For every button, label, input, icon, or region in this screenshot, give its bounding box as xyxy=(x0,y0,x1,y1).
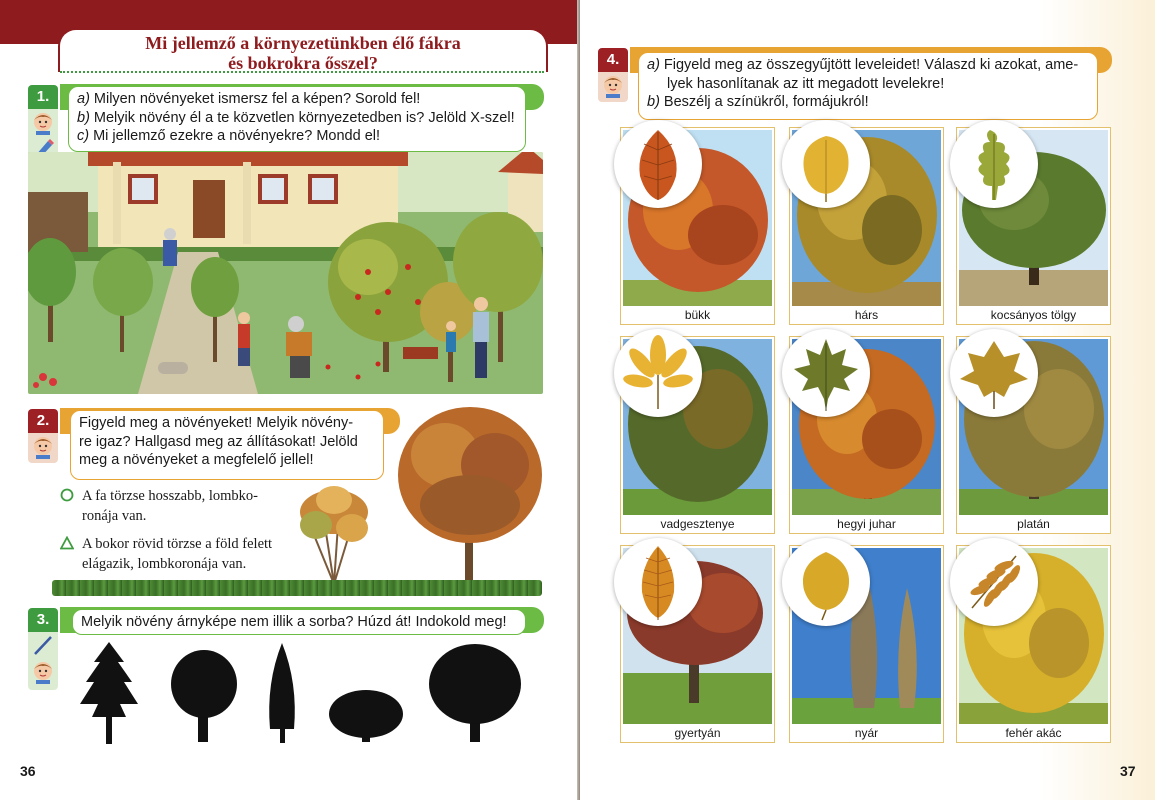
right-page xyxy=(580,0,1155,800)
task-2-line-3: meg a növényeket a megfelelő jellel! xyxy=(79,452,314,468)
line-text: Beszélj a színükről, formájukról! xyxy=(663,94,869,110)
hedge-strip xyxy=(52,580,542,596)
line-text: Mi jellemző ezekre a növényekre? Mondd el! xyxy=(93,128,381,144)
task-1-number: 1. xyxy=(28,85,58,109)
child-face-icon xyxy=(28,658,58,684)
oak-leaf-icon xyxy=(950,120,1038,208)
statement-bush-line-1: A bokor rövid törzse a föld felett xyxy=(82,536,273,552)
tree-caption: platán xyxy=(1017,517,1050,531)
line-stroke-icon xyxy=(28,632,58,658)
task-3-text: Melyik növény árnyképe nem illik a sorba? Húzd át! Indokold meg! xyxy=(81,614,507,630)
acacia-leaf-icon xyxy=(950,538,1038,626)
bush-illustration xyxy=(294,480,374,585)
silhouette-bush[interactable] xyxy=(328,688,404,742)
line-text: Melyik növény él a te közvetlen környezetedben is? Jelöld X-szel! xyxy=(93,109,515,126)
silhouette-large-tree[interactable] xyxy=(428,644,522,742)
task-1-line-b xyxy=(77,109,517,128)
task-4-line-a-cont xyxy=(647,75,1089,94)
task-2-line-1: Figyeld meg a növényeket! Melyik növény- xyxy=(79,415,354,431)
silhouette-pine-tree[interactable] xyxy=(78,642,140,744)
page-title xyxy=(58,33,548,73)
page-number-right: 37 xyxy=(1120,763,1136,779)
tree-caption: hárs xyxy=(854,308,879,322)
line-text: Figyeld meg az összegyűjtött leveleidet! Válaszd ki azokat, ame- xyxy=(663,57,1079,73)
line-label: b) xyxy=(77,109,90,126)
task-2-question-box xyxy=(70,410,384,480)
task-1-question-box xyxy=(68,86,526,152)
tree-caption: gyertyán xyxy=(674,726,721,740)
maple-leaf-icon xyxy=(782,329,870,417)
task-3-icons xyxy=(28,632,58,690)
task-3-number: 3. xyxy=(28,608,58,632)
tree-caption: nyár xyxy=(854,726,879,740)
statement-tree-line-1: A fa törzse hosszabb, lombko- xyxy=(82,488,258,504)
line-text: Milyen növényeket ismersz fel a képen? Sorold fel! xyxy=(93,91,421,107)
title-line-2: és bokrokra ősszel? xyxy=(228,53,378,73)
task-4-line-b xyxy=(647,93,1089,112)
silhouette-round-tree[interactable] xyxy=(170,648,238,742)
line-label: a) xyxy=(647,57,660,73)
linden-leaf-icon xyxy=(782,120,870,208)
garden-illustration xyxy=(28,152,543,394)
task-3-question-box xyxy=(72,609,526,635)
silhouette-cypress[interactable] xyxy=(264,643,300,743)
plane-leaf-icon xyxy=(950,329,1038,417)
task-4-question-box xyxy=(638,52,1098,120)
statement-bush xyxy=(64,534,294,574)
child-face-icon xyxy=(28,109,58,135)
statement-tree-line-2: ronája van. xyxy=(82,508,147,524)
statement-tree xyxy=(64,486,294,526)
task-4-icons xyxy=(598,72,628,102)
task-2-icons xyxy=(28,433,58,463)
page-number-left: 36 xyxy=(20,763,36,779)
title-underline xyxy=(60,71,544,73)
task-4-number: 4. xyxy=(598,48,628,72)
line-label: b) xyxy=(647,94,660,110)
task-1-line-a xyxy=(77,90,517,109)
beech-leaf-icon xyxy=(614,120,702,208)
task-2-number: 2. xyxy=(28,409,58,433)
title-line-1: Mi jellemző a környezetünkben élő fákra xyxy=(145,33,461,53)
statement-bush-line-2: elágazik, lombkoronája van. xyxy=(82,556,247,572)
line-label: a) xyxy=(77,91,90,107)
line-label: c) xyxy=(77,128,90,144)
tree-caption: vadgesztenye xyxy=(660,517,735,531)
child-face-icon xyxy=(598,72,628,98)
task-1-line-c xyxy=(77,127,517,146)
hornbeam-leaf-icon xyxy=(614,538,702,626)
tree-caption: kocsányos tölgy xyxy=(990,308,1077,322)
task-2-line-2: re igaz? Hallgasd meg az állításokat! Jelöld xyxy=(79,433,358,450)
line-text: lyek hasonlítanak az itt megadott levelekre! xyxy=(667,75,945,92)
tree-caption: hegyi juhar xyxy=(837,517,896,531)
tree-illustration xyxy=(395,405,545,585)
chestnut-leaf-icon xyxy=(614,329,702,417)
poplar-leaf-icon xyxy=(782,538,870,626)
task-4-line-a xyxy=(647,56,1089,75)
tree-caption: bükk xyxy=(684,308,711,322)
tree-caption: fehér akác xyxy=(1005,726,1062,740)
circle-symbol-icon xyxy=(60,488,74,502)
child-face-icon xyxy=(28,433,58,459)
triangle-symbol-icon xyxy=(60,536,74,550)
